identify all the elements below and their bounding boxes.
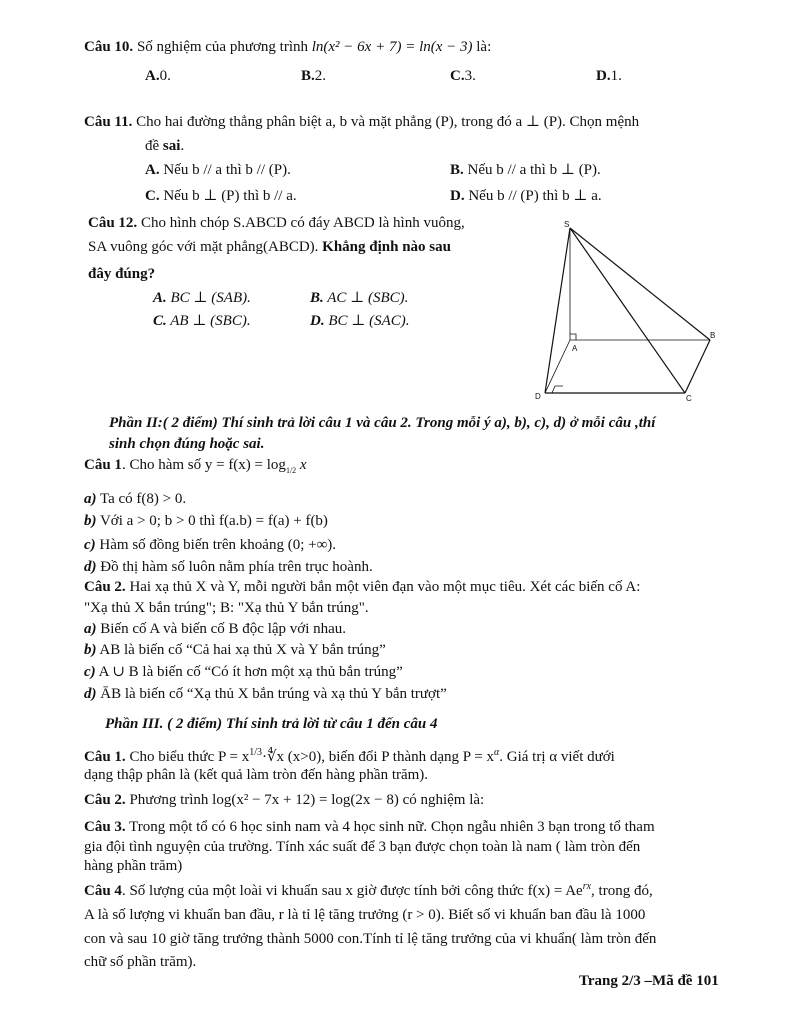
option-value: AB ⊥ (SBC). [166,313,251,329]
page-footer: Trang 2/3 –Mã đề 101 [579,973,719,989]
item-text: Biến cố A và biến cố B độc lập với nhau. [96,621,347,637]
part3-c3-stem [84,818,655,836]
option-key: C. [145,188,160,204]
p3c1-alpha: α [494,747,500,758]
p3c4-exponent: rx [582,881,592,892]
option-value: Nếu b // a thì b ⊥ (P). [463,162,601,178]
label-c: C [686,394,692,403]
part3-c4-line4: chữ số phần trăm). [84,954,197,970]
q11-stem-line2 [145,137,184,155]
q11-label: Câu 11. [84,114,133,130]
edge-sb [570,228,710,340]
part2-heading-line2: sinh chọn đúng hoặc sai. [109,436,265,452]
p2c2-item-d[interactable] [84,685,447,703]
q11-option-b[interactable] [450,161,601,179]
part3-c3-line2: gia đội tình nguyện của trường. Tính xác suất để 3 bạn được chọn toàn là nam ( làm tròn đến [84,839,641,855]
q11-text2a: đề [145,138,163,154]
q12-stem [88,214,465,232]
p3c1-text1b: ·∜x (x>0), biến đổi P thành dạng P = x [262,749,495,765]
q10-tail: là: [472,39,492,55]
item-text: Đồ thị hàm số luôn nằm phía trên trục hoành. [96,559,373,575]
label-b: B [710,331,716,340]
option-key: A. [145,68,160,84]
right-angle-a [570,334,576,340]
p3c4-text1a: . Số lượng của một loài vi khuẩn sau x giờ được tính bởi công thức f(x) = Ae [121,883,583,899]
p3c1-label: Câu 1. [84,749,126,765]
item-key: b) [84,513,97,529]
edge-sd [545,228,570,393]
part3-c4-line2: A là số lượng vi khuẩn ban đầu, r là tỉ lệ tăng trưởng (r > 0). Biết số vi khuẩn ban đầu là 1000 [84,907,646,923]
q12-option-c[interactable] [153,312,251,330]
part3-c1-line2: dạng thập phân là (kết quả làm tròn đến hàng phần trăm). [84,767,429,783]
item-key: d) [84,686,97,702]
p3c1-text1a: Cho biểu thức P = x [125,749,250,765]
item-key: c) [84,664,96,680]
label-d: D [535,392,541,401]
q12-text1: Cho hình chóp S.ABCD có đáy ABCD là hình vuông, [137,215,465,231]
item-text: Với a > 0; b > 0 thì f(a.b) = f(a) + f(b) [96,513,328,529]
item-text: Ta có f(8) > 0. [96,491,187,507]
q10-option-d[interactable] [596,67,622,85]
p2c1-item-d[interactable] [84,558,373,576]
option-value: Nếu b ⊥ (P) thì b // a. [159,188,297,204]
edge-sc [570,228,685,393]
option-value: 2. [314,68,327,84]
item-text: AB là biến cố “Cả hai xạ thủ X và Y bắn trúng” [96,642,386,658]
part3-c4-line3: con và sau 10 giờ tăng trưởng thành 5000 con.Tính tỉ lệ tăng trưởng của vi khuẩn( làm tròn đến [84,931,657,947]
option-key: C. [450,68,465,84]
q10-stem [84,38,491,56]
q10-option-a[interactable] [145,67,171,85]
log-base: 1/2 [285,466,297,475]
p2c1-text: . Cho hàm số y = f(x) = log [121,457,286,473]
p2c1-label: Câu 1 [84,457,122,473]
p2c1-item-a[interactable] [84,490,186,508]
p2c2-item-a[interactable] [84,620,346,638]
q10-equation: ln(x² − 6x + 7) = ln(x − 3) [311,39,473,55]
part3-c3-line3: hàng phần trăm) [84,858,183,874]
option-value: 1. [610,68,622,84]
option-key: A. [153,290,167,306]
label-s: S [564,220,570,229]
q12-label: Câu 12. [88,215,138,231]
p3c1-text1c: . Giá trị α viết dưới [499,749,615,765]
q12-option-a[interactable] [153,289,251,307]
q11-text2c: . [180,138,185,154]
pyramid-figure [530,218,730,408]
option-value: 0. [159,68,171,84]
option-value: BC ⊥ (SAB). [166,290,251,306]
q12-text2a: SA vuông góc với mặt phẳng(ABCD). [88,239,323,255]
label-a: A [572,344,578,353]
part2-heading: Phần II:( 2 điểm) Thí sinh trả lời câu 1 và câu 2. Trong mỗi ý a), b), c), d) ở mỗi câu ,thí [109,415,656,431]
q10-option-b[interactable] [301,67,326,85]
part3-c1-stem [84,744,615,766]
item-key: b) [84,642,97,658]
p3c2-text: Phương trình log(x² − 7x + 12) = log(2x − 8) có nghiệm là: [125,792,485,808]
p3c4-label: Câu 4 [84,883,122,899]
p3c4-text1b: , trong đó, [591,883,653,899]
right-angle-d [552,386,563,393]
part3-heading: Phần III. ( 2 điểm) Thí sinh trả lời từ câu 1 đến câu 4 [105,716,438,732]
p2c2-text1: Hai xạ thủ X và Y, mỗi người bắn một viên đạn vào một mục tiêu. Xét các biến cố A: [125,579,641,595]
q12-option-d[interactable] [310,312,410,330]
item-key: d) [84,559,97,575]
q10-text: Số nghiệm của phương trình [133,39,312,55]
option-key: D. [596,68,611,84]
p3c3-label: Câu 3. [84,819,126,835]
option-key: A. [145,162,160,178]
q12-option-b[interactable] [310,289,408,307]
item-key: a) [84,491,97,507]
option-value: 3. [464,68,476,84]
part3-c2-stem [84,791,484,809]
p2c2-item-c[interactable] [84,663,403,681]
item-text: Hàm số đồng biến trên khoảng (0; +∞). [95,537,337,553]
p3c2-label: Câu 2. [84,792,126,808]
p2c2-item-b[interactable] [84,641,386,659]
option-value: Nếu b // a thì b // (P). [159,162,291,178]
option-key: B. [310,290,324,306]
item-text: A ∪ B là biến cố “Có ít hơn một xạ thủ bắn trúng” [95,664,403,680]
q11-option-d[interactable] [450,187,602,205]
p2c2-label: Câu 2. [84,579,126,595]
p2c1-item-c[interactable] [84,536,336,554]
p3c1-exponent: 1/3 [249,747,262,758]
q10-label: Câu 10. [84,39,134,55]
option-value: BC ⊥ (SAC). [324,313,410,329]
part2-c2-stem-line2: "Xạ thủ X bắn trúng"; B: "Xạ thủ Y bắn trúng". [84,600,369,616]
q11-stem [84,113,639,131]
edge-cb [685,340,710,393]
q12-text2b: Khẳng định nào sau [322,239,451,255]
option-key: D. [450,188,465,204]
item-text: ĀB là biến cố “Xạ thủ X bắn trúng và xạ thủ Y bắn trượt” [96,686,447,702]
option-key: B. [301,68,315,84]
option-key: D. [310,313,325,329]
q11-sai: sai [162,138,181,154]
item-key: a) [84,621,97,637]
part3-c4-stem [84,878,653,900]
part2-c1-stem [84,456,307,475]
q12-stem-line2 [88,238,451,256]
q11-option-a[interactable] [145,161,291,179]
q11-option-c[interactable] [145,187,297,205]
part2-c2-stem [84,578,640,596]
p3c3-text1: Trong một tổ có 6 học sinh nam và 4 học sinh nữ. Chọn ngẫu nhiên 3 bạn trong tổ tham [125,819,655,835]
option-value: Nếu b // (P) thì b ⊥ a. [464,188,602,204]
q11-text: Cho hai đường thẳng phân biệt a, b và mặt phẳng (P), trong đó a ⊥ (P). Chọn mệnh [132,114,640,130]
item-key: c) [84,537,96,553]
option-key: B. [450,162,464,178]
option-value: AC ⊥ (SBC). [323,290,409,306]
q10-option-c[interactable] [450,67,476,85]
p2c1-var: x [296,457,307,473]
p2c1-item-b[interactable] [84,512,328,530]
q12-stem-line3: đây đúng? [88,266,156,282]
option-key: C. [153,313,167,329]
